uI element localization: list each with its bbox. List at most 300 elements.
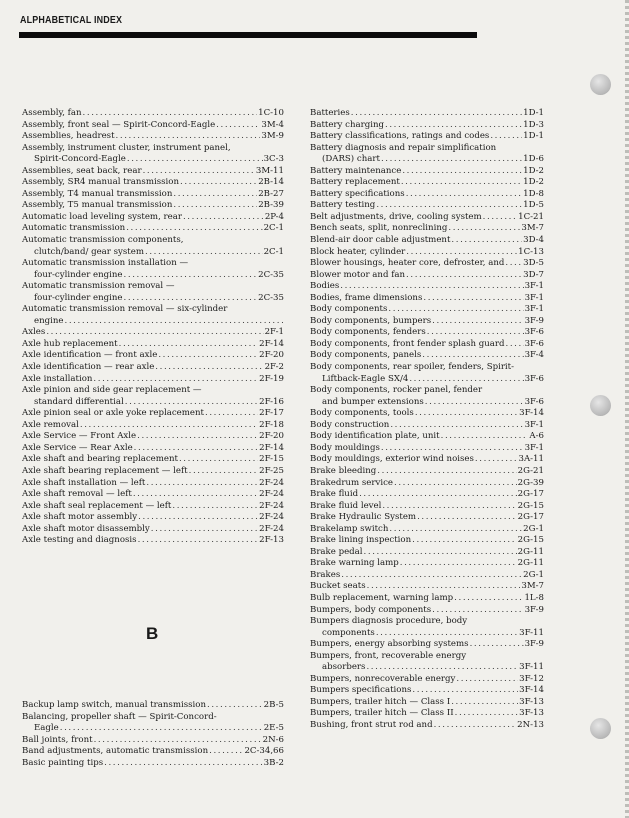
dot-leader bbox=[402, 166, 522, 178]
dot-leader bbox=[412, 685, 518, 697]
index-entry bbox=[310, 143, 544, 166]
index-entry bbox=[310, 258, 544, 270]
index-entry-page: 2G-11 bbox=[517, 558, 544, 569]
dot-leader bbox=[382, 501, 516, 513]
dot-leader bbox=[179, 454, 258, 466]
index-entry-page: 3F-6 bbox=[524, 373, 544, 384]
dot-leader bbox=[441, 431, 529, 443]
index-entry bbox=[22, 327, 284, 339]
dot-leader bbox=[83, 108, 258, 120]
index-entry-text: Brake bleeding bbox=[310, 465, 377, 476]
index-entry-text: Blend-air door cable adjustment bbox=[310, 235, 451, 246]
index-entry-text: Automatic transmission bbox=[22, 223, 126, 234]
index-entry-page: 2F-20 bbox=[259, 431, 284, 442]
index-entry-page: 1D-6 bbox=[523, 154, 544, 165]
index-entry-text: Brake lining inspection bbox=[310, 535, 412, 546]
index-entry-page: 2B-14 bbox=[258, 177, 284, 188]
dot-leader bbox=[116, 131, 261, 143]
index-entry-text: standard differential bbox=[34, 396, 124, 407]
dot-leader bbox=[124, 293, 258, 305]
index-entry-page: 2F-25 bbox=[259, 465, 284, 476]
index-entry-page: A-6 bbox=[529, 431, 544, 442]
index-entry-text: Brake fluid level bbox=[310, 500, 382, 511]
index-entry-text: Bodies, frame dimensions bbox=[310, 292, 423, 303]
index-entry bbox=[22, 108, 284, 120]
index-entry bbox=[22, 281, 284, 304]
index-entry-text: Battery charging bbox=[310, 119, 384, 130]
index-entry-page: 3M-4 bbox=[261, 119, 284, 130]
dot-leader bbox=[406, 247, 517, 259]
index-entry bbox=[22, 212, 284, 224]
index-entry-text: Body mouldings, exterior wind noises bbox=[310, 454, 474, 465]
index-entry-text: Bodies bbox=[310, 281, 340, 292]
index-entry-text: Block heater, cylinder bbox=[310, 246, 406, 257]
index-entry-text: Bumpers, body components bbox=[310, 604, 432, 615]
index-entry-page: 2F-24 bbox=[259, 477, 284, 488]
index-entry-page: 3F-13 bbox=[519, 708, 544, 719]
index-entry bbox=[22, 431, 284, 443]
index-entry bbox=[22, 700, 284, 712]
index-entry bbox=[310, 177, 544, 189]
index-entry-text: Axle shaft installation — left bbox=[22, 477, 146, 488]
dot-leader bbox=[377, 466, 516, 478]
index-column-left-b bbox=[22, 700, 284, 769]
index-entry-page: 2F-24 bbox=[259, 500, 284, 511]
index-entry-text: Basic painting tips bbox=[22, 757, 104, 768]
index-entry-page: 2G-11 bbox=[517, 546, 544, 557]
index-entry-page: 1L-8 bbox=[524, 592, 544, 603]
index-entry-text: Bucket seats bbox=[310, 581, 366, 592]
index-entry-page: 3F-14 bbox=[519, 408, 544, 419]
index-entry-text: Bushing, front strut rod and bbox=[310, 719, 433, 730]
dot-leader bbox=[406, 270, 522, 282]
index-entry-text: Automatic load leveling system, rear bbox=[22, 211, 182, 222]
index-entry-page: 3F-9 bbox=[524, 315, 544, 326]
index-entry-text: Liftback-Eagle SX/4 bbox=[322, 373, 409, 384]
index-entry-text: four-cylinder engine bbox=[34, 292, 123, 303]
index-entry-page: 2F-14 bbox=[259, 338, 284, 349]
index-entry-page: 3F-1 bbox=[524, 442, 544, 453]
index-entry-text: Ball joints, front bbox=[22, 734, 93, 745]
index-entry-text: Backup lamp switch, manual transmission bbox=[22, 700, 207, 710]
index-entry-text: Brakedrum service bbox=[310, 477, 393, 488]
dot-leader bbox=[158, 350, 258, 362]
dot-leader bbox=[409, 374, 523, 386]
index-entry-text: Battery classifications, ratings and codes bbox=[310, 131, 490, 142]
index-entry-text: Assemblies, seat back, rear bbox=[22, 165, 142, 176]
index-entry-text: Body components, front fender splash guard bbox=[310, 338, 505, 349]
index-entry bbox=[310, 570, 544, 582]
dot-leader bbox=[138, 512, 258, 524]
index-entry-page: 2G-1 bbox=[523, 523, 544, 534]
dot-leader bbox=[46, 327, 263, 339]
page-title: ALPHABETICAL INDEX bbox=[20, 14, 123, 26]
index-entry-text: Body components, fenders bbox=[310, 327, 426, 338]
index-entry-text: Axle installation bbox=[22, 373, 93, 384]
index-entry-text: Band adjustments, automatic transmission bbox=[22, 746, 209, 757]
dot-leader bbox=[65, 316, 284, 328]
index-entry-page: 3F-1 bbox=[524, 304, 544, 315]
index-entry-text: Assembly, front seal — Spirit-Concord-Eagle bbox=[22, 119, 216, 130]
index-entry-heading: Axle pinion and side gear replacement — bbox=[22, 385, 202, 396]
index-entry-page: 1D-8 bbox=[523, 188, 544, 199]
index-entry-page: 3F-13 bbox=[519, 696, 544, 707]
dot-leader bbox=[412, 535, 517, 547]
index-entry bbox=[22, 304, 284, 327]
index-entry-page: 2G-17 bbox=[517, 489, 544, 500]
index-entry bbox=[310, 120, 544, 132]
index-entry-page: 2N-13 bbox=[517, 719, 544, 730]
index-entry-page: 1D-5 bbox=[523, 200, 544, 211]
index-entry-page: 2B-39 bbox=[258, 200, 284, 211]
index-entry bbox=[310, 443, 544, 455]
index-entry-heading: Automatic transmission removal — bbox=[22, 281, 175, 292]
index-entry-text: Axle shaft motor assembly bbox=[22, 512, 138, 523]
index-entry-text: Axle pinion seal or axle yoke replacement bbox=[22, 408, 204, 419]
index-entry-text: Axle testing and diagnosis bbox=[22, 535, 137, 546]
index-entry-page: 1C-21 bbox=[518, 211, 544, 222]
dot-leader bbox=[427, 327, 524, 339]
index-entry-page: 2G-15 bbox=[517, 500, 544, 511]
index-entry-page: 1D-2 bbox=[523, 165, 544, 176]
index-entry bbox=[310, 362, 544, 385]
dot-leader bbox=[423, 293, 523, 305]
index-entry-text: Battery specifications bbox=[310, 188, 405, 199]
index-entry-page: 1C-10 bbox=[258, 108, 284, 118]
index-entry bbox=[310, 420, 544, 432]
dot-leader bbox=[432, 316, 523, 328]
dot-leader bbox=[448, 223, 520, 235]
index-entry-text: Axle shaft removal — left bbox=[22, 489, 132, 500]
index-entry-page: 2B-5 bbox=[263, 700, 284, 710]
index-entry-page: 2G-17 bbox=[517, 512, 544, 523]
index-entry-text: Blower motor and fan bbox=[310, 269, 406, 280]
dot-leader bbox=[133, 489, 258, 501]
index-entry-page: 3M-7 bbox=[521, 223, 544, 234]
index-entry-page: 2B-27 bbox=[258, 188, 284, 199]
index-entry bbox=[22, 131, 284, 143]
index-entry-text: Body mouldings bbox=[310, 442, 380, 453]
index-entry-text: Body components bbox=[310, 304, 388, 315]
index-entry-text: Bumpers, trailer hitch — Class I bbox=[310, 696, 451, 707]
index-entry bbox=[22, 524, 284, 536]
index-entry bbox=[310, 108, 544, 120]
index-entry bbox=[22, 420, 284, 432]
index-entry-page: 1D-1 bbox=[523, 108, 544, 118]
index-entry-page: 2F-24 bbox=[259, 512, 284, 523]
dot-leader bbox=[381, 154, 522, 166]
dot-leader bbox=[351, 108, 522, 120]
index-entry-page: 2F-16 bbox=[259, 396, 284, 407]
index-entry-page: 2F-19 bbox=[259, 373, 284, 384]
dot-leader bbox=[137, 431, 258, 443]
index-entry-text: Axle identification — front axle bbox=[22, 350, 158, 361]
index-entry-page: 2F-2 bbox=[264, 362, 284, 373]
index-entry-page: 3C-3 bbox=[263, 154, 284, 165]
index-entry-text: Brake warning lamp bbox=[310, 558, 399, 569]
index-entry bbox=[310, 339, 544, 351]
index-entry-page: 2C-34,66 bbox=[244, 746, 284, 757]
index-entry bbox=[310, 674, 544, 686]
index-entry-page: 2F-24 bbox=[259, 489, 284, 500]
header-rule bbox=[19, 32, 477, 38]
dot-leader bbox=[470, 639, 524, 651]
index-entry-page: 2G-1 bbox=[523, 569, 544, 580]
index-entry-page: 3F-6 bbox=[524, 327, 544, 338]
index-entry bbox=[22, 258, 284, 281]
dot-leader bbox=[209, 746, 243, 758]
dot-leader bbox=[183, 212, 264, 224]
index-entry-text: Axle Service — Rear Axle bbox=[22, 442, 133, 453]
dot-leader bbox=[364, 547, 517, 559]
index-entry-heading: Assembly, instrument cluster, instrument panel, bbox=[22, 142, 231, 153]
dot-leader bbox=[119, 339, 258, 351]
index-entry bbox=[22, 166, 284, 178]
index-entry bbox=[22, 512, 284, 524]
dot-leader bbox=[406, 189, 522, 201]
dot-leader bbox=[205, 408, 258, 420]
index-entry-text: Assembly, T4 manual transmission bbox=[22, 188, 173, 199]
index-entry-page: 2N-6 bbox=[262, 734, 284, 745]
index-entry bbox=[22, 339, 284, 351]
index-entry-page: 3F-11 bbox=[519, 662, 544, 673]
dot-leader bbox=[417, 512, 517, 524]
dot-leader bbox=[376, 200, 522, 212]
index-entry-text: Axle shaft and bearing replacement bbox=[22, 454, 178, 465]
index-entry bbox=[310, 431, 544, 443]
index-entry bbox=[310, 270, 544, 282]
dot-leader bbox=[173, 189, 257, 201]
index-entry bbox=[310, 501, 544, 513]
dot-leader bbox=[127, 154, 263, 166]
index-entry-text: Axles bbox=[22, 327, 46, 338]
index-entry bbox=[22, 758, 284, 770]
dot-leader bbox=[451, 235, 522, 247]
dot-leader bbox=[155, 362, 263, 374]
index-entry-text: Assembly, fan bbox=[22, 108, 82, 118]
index-entry-page: 3F-6 bbox=[524, 396, 544, 407]
index-entry-page: 2P-4 bbox=[264, 211, 284, 222]
index-entry-text: Battery maintenance bbox=[310, 165, 402, 176]
index-entry-text: Blower housings, heater core, defroster, and bbox=[310, 258, 505, 269]
index-entry-text: Bumpers, nonrecoverable energy bbox=[310, 673, 456, 684]
index-entry-text: clutch/band/ gear system bbox=[34, 246, 144, 257]
dot-leader bbox=[389, 524, 522, 536]
index-entry-text: Brake fluid bbox=[310, 489, 359, 500]
index-entry-page: 2G-39 bbox=[517, 477, 544, 488]
index-entry-heading: Automatic transmission removal — six-cylinder bbox=[22, 304, 228, 315]
index-entry-text: Assembly, T5 manual transmission bbox=[22, 200, 173, 211]
index-entry-text: Axle shaft seal replacement — left bbox=[22, 500, 172, 511]
index-entry-text: Bumpers, energy absorbing systems bbox=[310, 639, 469, 650]
index-entry bbox=[310, 720, 544, 732]
index-entry-page: 3D-7 bbox=[523, 269, 544, 280]
index-entry bbox=[22, 235, 284, 258]
dot-leader bbox=[143, 166, 255, 178]
index-entry bbox=[22, 454, 284, 466]
dot-leader bbox=[216, 120, 260, 132]
index-entry bbox=[22, 443, 284, 455]
binder-hole-middle bbox=[590, 395, 611, 416]
dot-leader bbox=[104, 758, 263, 770]
dot-leader bbox=[385, 120, 522, 132]
index-entry-page: 2F-1 bbox=[264, 327, 284, 338]
dot-leader bbox=[340, 281, 523, 293]
index-entry-text: Axle shaft motor disassembly bbox=[22, 523, 150, 534]
index-entry bbox=[22, 362, 284, 374]
dot-leader bbox=[138, 535, 259, 547]
index-entry-text: Axle removal bbox=[22, 419, 79, 430]
index-entry-text: Bumpers specifications bbox=[310, 685, 412, 696]
index-entry bbox=[310, 466, 544, 478]
index-entry bbox=[310, 235, 544, 247]
index-entry-page: 2F-14 bbox=[259, 442, 284, 453]
index-entry-text: Brake Hydraulic System bbox=[310, 512, 417, 523]
index-entry-text: Body components, bumpers bbox=[310, 315, 432, 326]
index-entry-text: Battery replacement bbox=[310, 177, 400, 188]
index-entry bbox=[22, 489, 284, 501]
index-entry-text: Spirit-Concord-Eagle bbox=[34, 154, 126, 165]
dot-leader bbox=[454, 593, 523, 605]
index-entry-heading: Body components, rear spoiler, fenders, Spirit- bbox=[310, 362, 515, 373]
index-entry bbox=[22, 223, 284, 235]
index-entry-page: 2G-15 bbox=[517, 535, 544, 546]
dot-leader bbox=[146, 478, 258, 490]
index-entry-page: 3D-4 bbox=[523, 235, 544, 246]
index-entry bbox=[310, 581, 544, 593]
index-entry bbox=[310, 454, 544, 466]
index-entry-text: and bumper extensions bbox=[322, 396, 424, 407]
index-entry bbox=[310, 212, 544, 224]
index-entry bbox=[310, 616, 544, 639]
index-entry-page: 2F-18 bbox=[259, 419, 284, 430]
dot-leader bbox=[401, 177, 522, 189]
index-entry-page: 1C-13 bbox=[518, 246, 544, 257]
index-entry-page: 2F-24 bbox=[259, 523, 284, 534]
index-entry bbox=[310, 189, 544, 201]
index-entry-page: 3M-11 bbox=[255, 165, 284, 176]
dot-leader bbox=[400, 558, 517, 570]
index-entry-page: 3F-12 bbox=[519, 673, 544, 684]
index-entry-page: 2F-15 bbox=[259, 454, 284, 465]
index-entry bbox=[310, 535, 544, 547]
index-entry bbox=[22, 712, 284, 735]
dot-leader bbox=[506, 339, 524, 351]
index-entry-heading: Balancing, propeller shaft — Spirit-Concord- bbox=[22, 711, 217, 722]
index-entry-text: Body identification plate, unit bbox=[310, 431, 440, 442]
index-entry-text: Batteries bbox=[310, 108, 350, 118]
index-column-left bbox=[22, 108, 284, 547]
dot-leader bbox=[367, 581, 521, 593]
dot-leader bbox=[180, 177, 257, 189]
index-entry-text: Assembly, SR4 manual transmission bbox=[22, 177, 179, 188]
index-entry-page: 3M-7 bbox=[521, 581, 544, 592]
index-entry bbox=[22, 120, 284, 132]
dot-leader bbox=[359, 489, 517, 501]
index-entry-text: Bulb replacement, warning lamp bbox=[310, 592, 454, 603]
index-entry-heading: Body components, rocker panel, fender bbox=[310, 385, 483, 396]
index-entry-page: 2E-5 bbox=[263, 723, 284, 734]
index-entry-page: 2C-1 bbox=[263, 223, 284, 234]
dot-leader bbox=[490, 131, 522, 143]
dot-leader bbox=[505, 258, 522, 270]
index-entry-page: 3F-9 bbox=[524, 604, 544, 615]
index-entry bbox=[22, 350, 284, 362]
index-entry-text: Axle hub replacement bbox=[22, 338, 118, 349]
index-entry-page: 3F-1 bbox=[524, 419, 544, 430]
dot-leader bbox=[94, 735, 262, 747]
index-entry bbox=[22, 385, 284, 408]
dot-leader bbox=[124, 270, 258, 282]
dot-leader bbox=[134, 443, 258, 455]
index-entry-page: 3M-9 bbox=[261, 131, 284, 142]
index-entry-page: 2F-17 bbox=[259, 408, 284, 419]
index-entry bbox=[310, 166, 544, 178]
index-entry bbox=[22, 374, 284, 386]
index-entry bbox=[310, 524, 544, 536]
index-entry-page: 3F-14 bbox=[519, 685, 544, 696]
index-entry-heading: Battery diagnosis and repair simplification bbox=[310, 142, 497, 153]
index-entry-text: four-cylinder engine bbox=[34, 269, 123, 280]
index-entry-text: Bench seats, split, nonreclining bbox=[310, 223, 448, 234]
dot-leader bbox=[415, 408, 518, 420]
dot-leader bbox=[455, 708, 519, 720]
index-entry-text: Body components, panels bbox=[310, 350, 422, 361]
index-entry bbox=[22, 746, 284, 758]
index-entry bbox=[310, 697, 544, 709]
index-entry bbox=[310, 593, 544, 605]
dot-leader bbox=[483, 212, 517, 224]
index-entry bbox=[310, 281, 544, 293]
dot-leader bbox=[422, 350, 523, 362]
dot-leader bbox=[189, 466, 259, 478]
index-entry bbox=[310, 385, 544, 408]
index-entry-text: Assemblies, headrest bbox=[22, 131, 115, 142]
dot-leader bbox=[376, 628, 518, 640]
index-entry bbox=[310, 223, 544, 235]
dot-leader bbox=[125, 397, 258, 409]
index-entry bbox=[22, 143, 284, 166]
dot-leader bbox=[145, 247, 263, 259]
index-entry-page: 2C-35 bbox=[258, 292, 284, 303]
index-entry bbox=[22, 200, 284, 212]
dot-leader bbox=[425, 397, 524, 409]
index-entry-text: Brakelamp switch bbox=[310, 523, 389, 534]
dot-leader bbox=[475, 454, 518, 466]
dot-leader bbox=[172, 501, 258, 513]
index-entry bbox=[22, 735, 284, 747]
index-entry-text: Belt adjustments, drive, cooling system bbox=[310, 211, 482, 222]
index-entry-page: 3F-9 bbox=[524, 639, 544, 650]
dot-leader bbox=[432, 605, 523, 617]
index-entry-text: Axle shaft bearing replacement — left bbox=[22, 465, 188, 476]
index-entry-page: 3F-11 bbox=[519, 627, 544, 638]
dot-leader bbox=[151, 524, 258, 536]
index-entry-text: Axle Service — Front Axle bbox=[22, 431, 137, 442]
index-entry-text: engine bbox=[34, 315, 64, 326]
index-entry-page: 1D-3 bbox=[523, 119, 544, 130]
index-entry bbox=[310, 304, 544, 316]
index-entry-text: Bumpers, trailer hitch — Class II bbox=[310, 708, 454, 719]
index-entry bbox=[310, 131, 544, 143]
index-entry bbox=[22, 177, 284, 189]
index-entry-page: 3F-1 bbox=[524, 281, 544, 292]
dot-leader bbox=[456, 674, 518, 686]
index-entry bbox=[310, 350, 544, 362]
index-entry bbox=[22, 535, 284, 547]
dot-leader bbox=[366, 662, 518, 674]
dot-leader bbox=[394, 478, 517, 490]
